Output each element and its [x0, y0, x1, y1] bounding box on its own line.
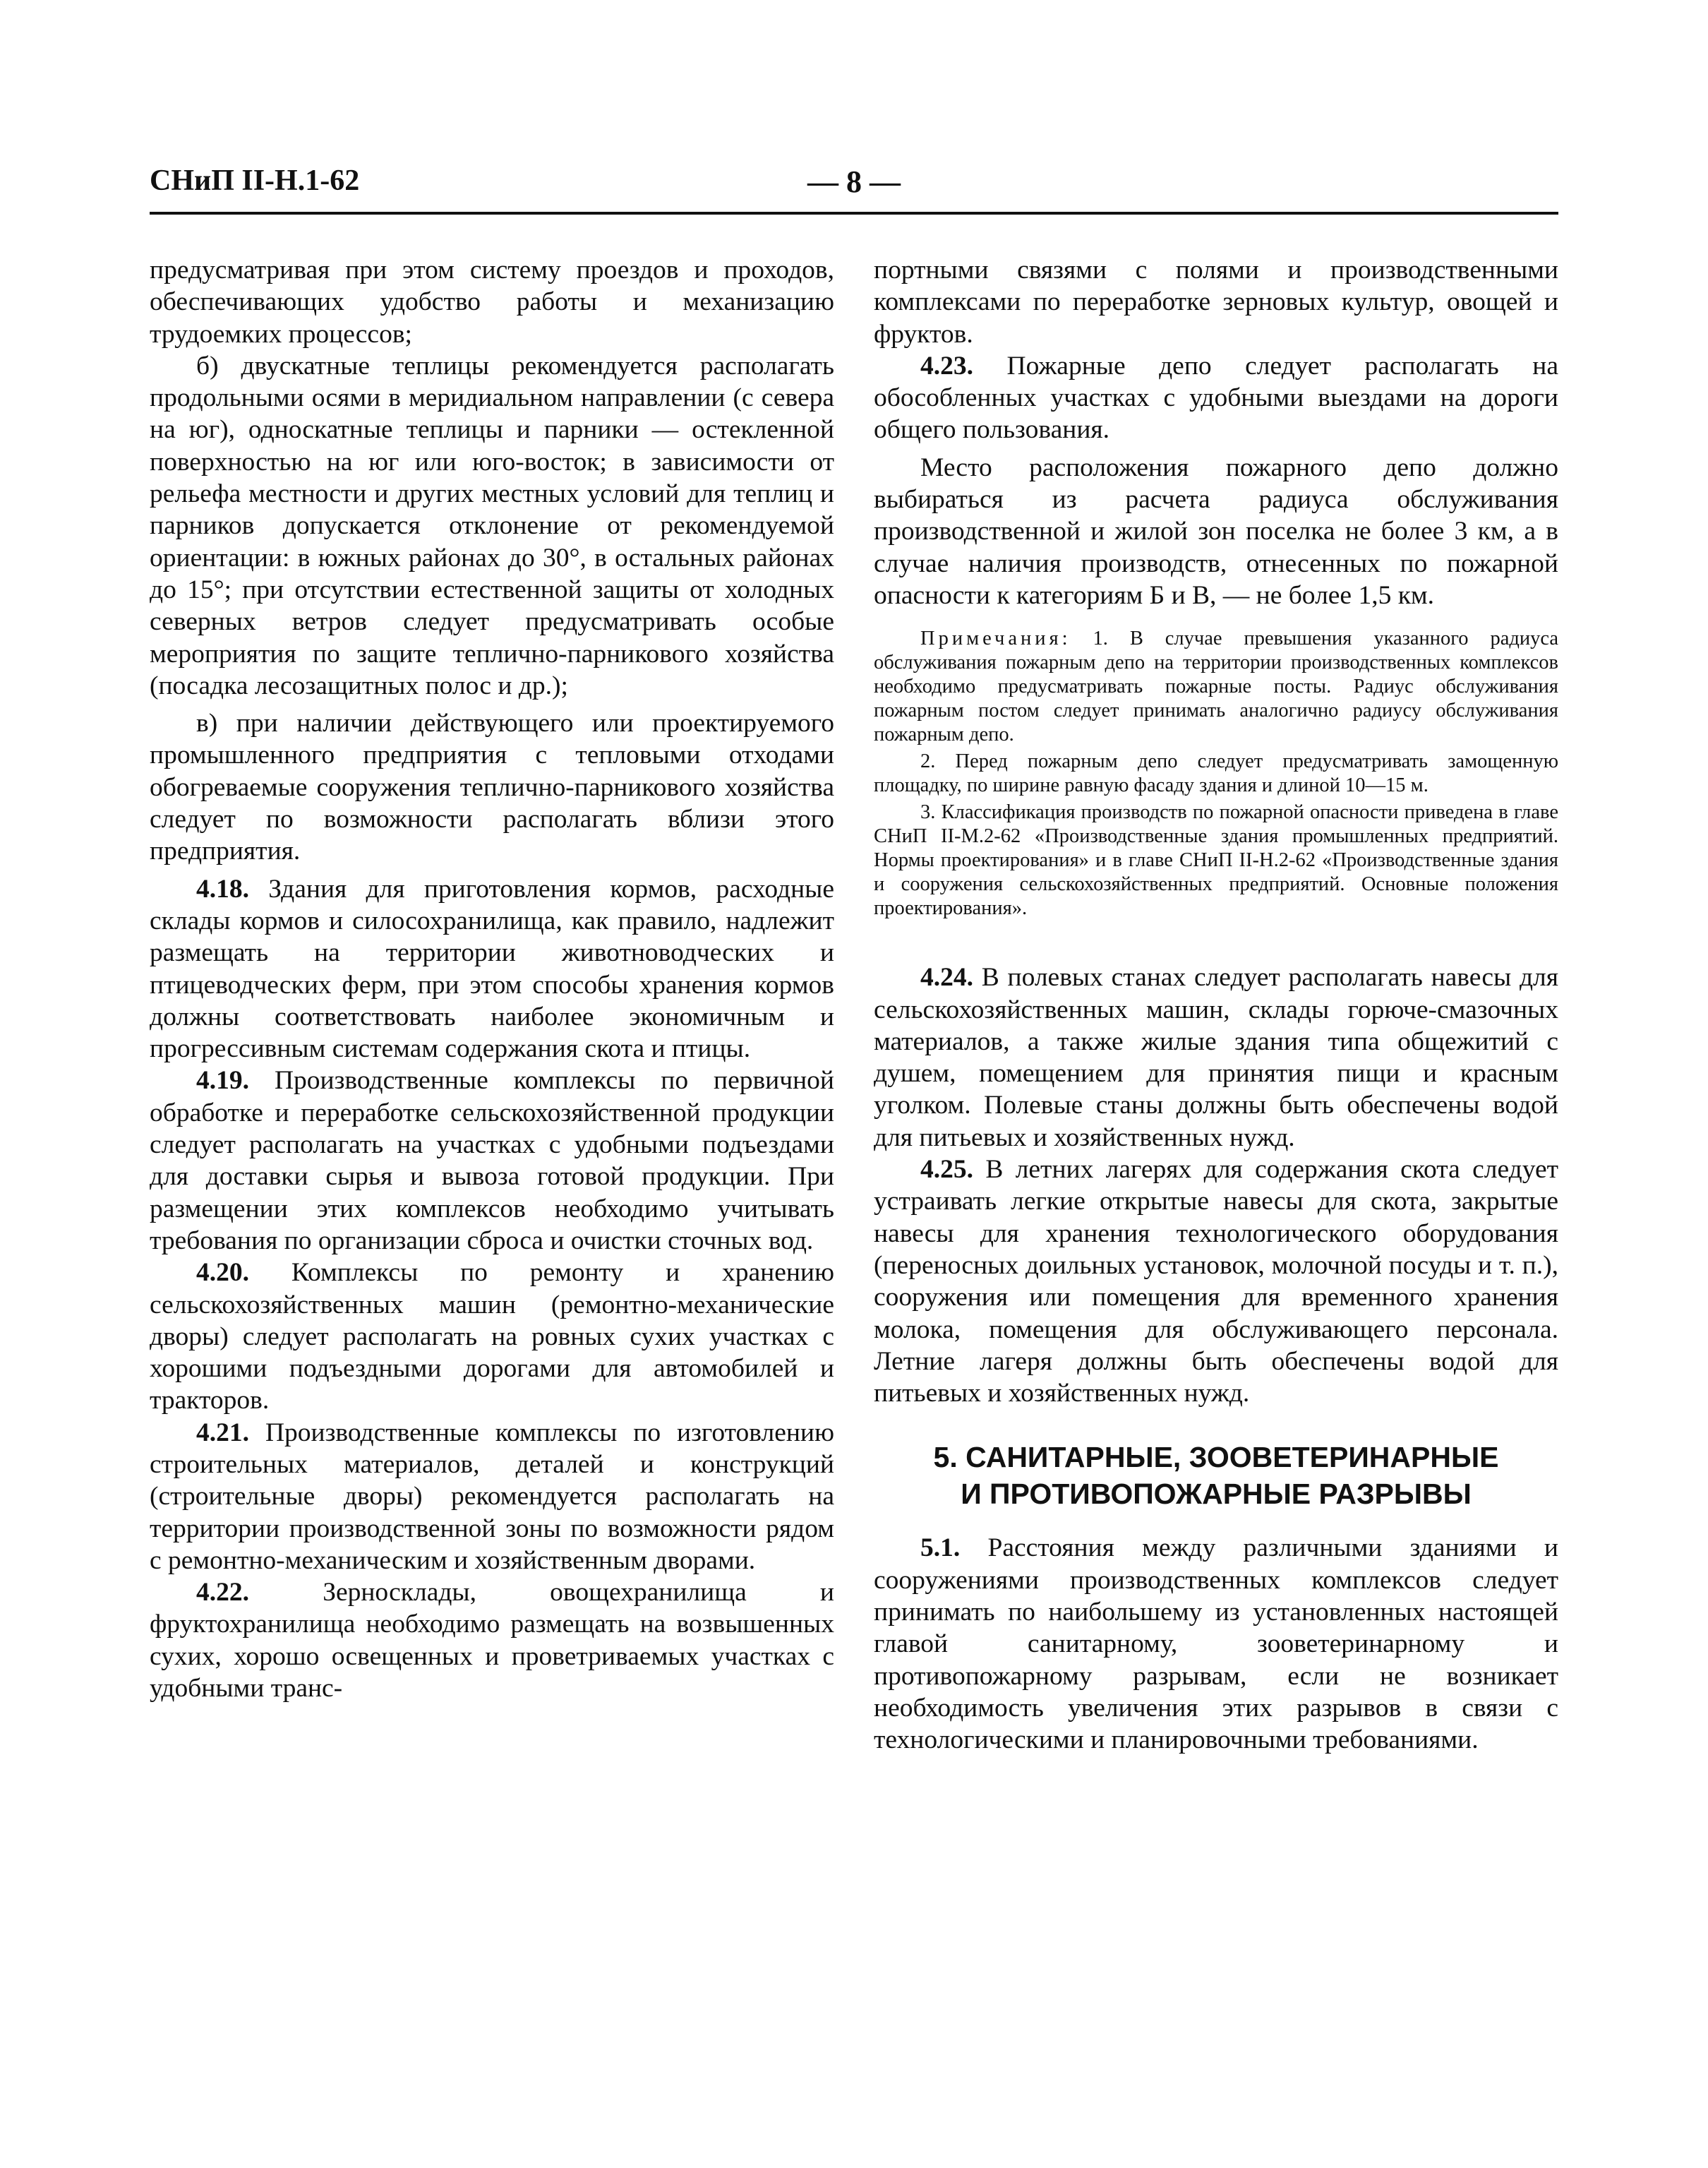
clause-number: 5.1. [920, 1533, 961, 1563]
clause-number: 4.22. [196, 1578, 249, 1607]
clause-number: 4.25. [920, 1155, 973, 1185]
paragraph-4-21 [150, 1417, 834, 1576]
clause-number: 4.23. [920, 351, 973, 381]
note-1-text: 1. В случае превышения указанного радиуса обслуживания пожарным депо на территории производственных комплексов необходимо предусматривать пожарные посты. Радиус обслуживания пожарным постом следует принимать аналогично радиусу обслуживания пожарным депо. [874, 628, 1559, 746]
document-code: СНиП II-Н.1-62 [150, 164, 360, 197]
paragraph-4-24 [874, 962, 1558, 1154]
clause-text: Пожарные депо следует располагать на обособленных участках с удобными выездами на дороги общего пользования. [874, 351, 1558, 445]
left-column [150, 254, 834, 1704]
notes-label: Примечания: [920, 628, 1071, 650]
clause-number: 4.21. [196, 1418, 249, 1447]
note-2: 2. Перед пожарным депо следует предусматривать замощенную площадку, по ширине равную фасаду здания и длиной 10—15 м. [874, 750, 1558, 797]
page-number: — 8 — [807, 164, 901, 199]
paragraph-4-18 [150, 873, 834, 1065]
clause-text: Производственные комплексы по первичной обработке и переработке сельскохозяйственной продукции следует располагать на участках с удобными подъездами для доставки сырья и вывоза готовой продукции. При размещении этих комплексов необходимо учитывать требования по организации сброса и очистки сточных вод. [150, 1066, 834, 1255]
notes-block [874, 627, 1558, 921]
paragraph-4-23 [874, 350, 1558, 446]
note-3: 3. Классификация производств по пожарной опасности приведена в главе СНиП II-М.2-62 «Производственные здания промышленных предприятий. Нормы проектирования» и в главе СНиП II-Н.2-62 «Производственные здания и сооружения сельскохозяйственных предприятий. Основные положения проектирования». [874, 801, 1558, 920]
page-header [150, 164, 1558, 213]
right-column [874, 254, 1558, 1756]
paragraph-4-22 [150, 1576, 834, 1704]
paragraph-4-20 [150, 1257, 834, 1416]
clause-text: В летних лагерях для содержания скота следует устраивать легкие открытые навесы для скота, закрытые навесы для хранения технологического оборудования (переносных доильных установок, молочной посуды и т. п.), сооружения или помещения для временного хранения молока, помещения для обслуживающего персонала. Летние лагеря должны быть обеспечены водой для питьевых и хозяйственных нужд. [874, 1155, 1558, 1408]
section-heading-line-1: 5. САНИТАРНЫЕ, ЗООВЕТЕРИНАРНЫЕ [933, 1441, 1499, 1474]
section-heading-line-2: И ПРОТИВОПОЖАРНЫЕ РАЗРЫВЫ [961, 1478, 1472, 1511]
clause-text: Здания для приготовления кормов, расходные склады кормов и силосохранилища, как правило, надлежит размещать на территории животноводческих и птицеводческих ферм, при этом способы хранения кормов должны соответствовать наиболее экономичным и прогрессивным системам содержания скота и птицы. [150, 874, 834, 1064]
clause-text: Расстояния между различными зданиями и сооружениями производственных комплексов следует принимать по наибольшему из установленных настоящей главой санитарному, зооветеринарному и противопожарному разрывам, если не возникает необходимость увеличения этих разрывов в связи с технологическими и планировочными требованиями. [874, 1533, 1558, 1755]
clause-text: В полевых станах следует располагать навесы для сельскохозяйственных машин, склады горюче-смазочных материалов, а также жилые здания типа общежитий с душем, помещением для принятия пищи и красным уголком. Полевые станы должны быть обеспечены водой для питьевых и хозяйственных нужд. [874, 963, 1558, 1152]
paragraph-5-1 [874, 1532, 1558, 1756]
clause-text: Комплексы по ремонту и хранению сельскохозяйственных машин (ремонтно-механические дворы) следует располагать на ровных сухих участках с хорошими подъездными дорогами для автомобилей и тракторов. [150, 1258, 834, 1415]
clause-text: Зерносклады, овощехранилища и фруктохранилища необходимо размещать на возвышенных сухих, хорошо освещенных и проветриваемых участках с удобными транс- [150, 1578, 834, 1703]
header-rule [150, 212, 1558, 215]
paragraph-4-19 [150, 1065, 834, 1257]
clause-number: 4.19. [196, 1066, 249, 1096]
clause-text: Производственные комплексы по изготовлению строительных материалов, деталей и конструкций (строительные дворы) рекомендуется располагать на территории производственной зоны по возможности рядом с ремонтно-механическим и хозяйственным дворами. [150, 1418, 835, 1575]
clause-number: 4.20. [196, 1258, 249, 1288]
paragraph-4-25 [874, 1154, 1558, 1409]
paragraph-item-v: в) при наличии действующего или проектируемого промышленного предприятия с тепловыми отходами обогреваемые сооружения теплично-парникового хозяйства следует по возможности располагать вблизи этого предприятия. [150, 709, 834, 866]
clause-number: 4.18. [196, 874, 249, 904]
paragraph-continuation: портными связями с полями и производственными комплексами по переработке зерновых культур, овощей и фруктов. [874, 256, 1558, 349]
section-heading [874, 1439, 1558, 1512]
paragraph-item-b: б) двускатные теплицы рекомендуется располагать продольными осями в меридиальном направлении (с севера на юг), односкатные теплицы и парники — остекленной поверхностью на юг или юго-восток; в зависимости от рельефа местности и других местных условий для теплиц и парников допускается отклонение от рекомендуемой ориентации: в южных районах до 30°, в остальных районах до 15°; при отсутствии естественной защиты от холодных северных ветров следует предусматривать особые мероприятия по защите теплично-парникового хозяйства (посадка лесозащитных полос и др.); [150, 351, 834, 700]
note-1 [874, 627, 1558, 747]
clause-number: 4.24. [920, 963, 973, 993]
paragraph-4-23-depot-location: Место расположения пожарного депо должно выбираться из расчета радиуса обслуживания производственной и жилой зон поселка не более 3 км, а в случае наличия производств, отнесенных по пожарной опасности к категориям Б и В, — не более 1,5 км. [874, 453, 1558, 610]
paragraph-continuation: предусматривая при этом систему проездов и проходов, обеспечивающих удобство работы и механизацию трудоемких процессов; [150, 256, 834, 349]
